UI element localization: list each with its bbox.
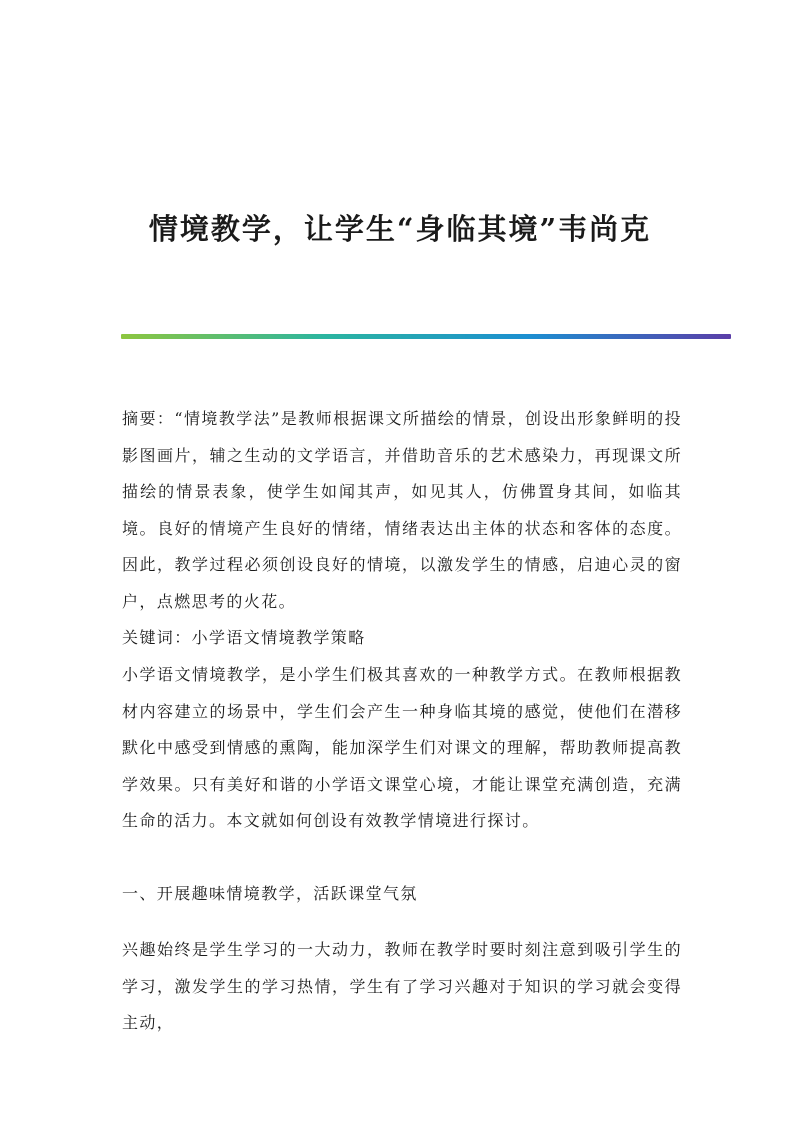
document-title: 情境教学，让学生“身临其境”韦尚克 <box>148 212 652 247</box>
keywords-line: 关键词：小学语文情境教学策略 <box>122 628 366 647</box>
title-divider <box>121 334 731 339</box>
abstract-paragraph: 摘要：“情境教学法”是教师根据课文所描绘的情景，创设出形象鲜明的投影图画片，辅之生动的文学语言，并借助音乐的艺术感染力，再现课文所描绘的情景表象，使学生如闻其声，如见其人，仿佛置身其间，如临其境。良好的情境产生良好的情绪，情绪表达出主体的状态和客体的态度。因此，教学过程必须创设良好的情境，以激发学生的情感，启迪心灵的窗户，点燃思考的火花。 <box>122 409 682 611</box>
section-heading: 一、开展趣味情境教学，活跃课堂气氛 <box>122 884 418 903</box>
section-body-paragraph: 兴趣始终是学生学习的一大动力，教师在教学时要时刻注意到吸引学生的学习，激发学生的学习热情，学生有了学习兴趣对于知识的学习就会变得主动， <box>122 940 682 1033</box>
intro-paragraph: 小学语文情境教学，是小学生们极其喜欢的一种教学方式。在教师根据教材内容建立的场景中，学生们会产生一种身临其境的感觉，使他们在潜移默化中感受到情感的熏陶，能加深学生们对课文的理解，帮助教师提高教学效果。只有美好和谐的小学语文课堂心境，才能让课堂充满创造，充满生命的活力。本文就如何创设有效教学情境进行探讨。 <box>122 665 682 831</box>
